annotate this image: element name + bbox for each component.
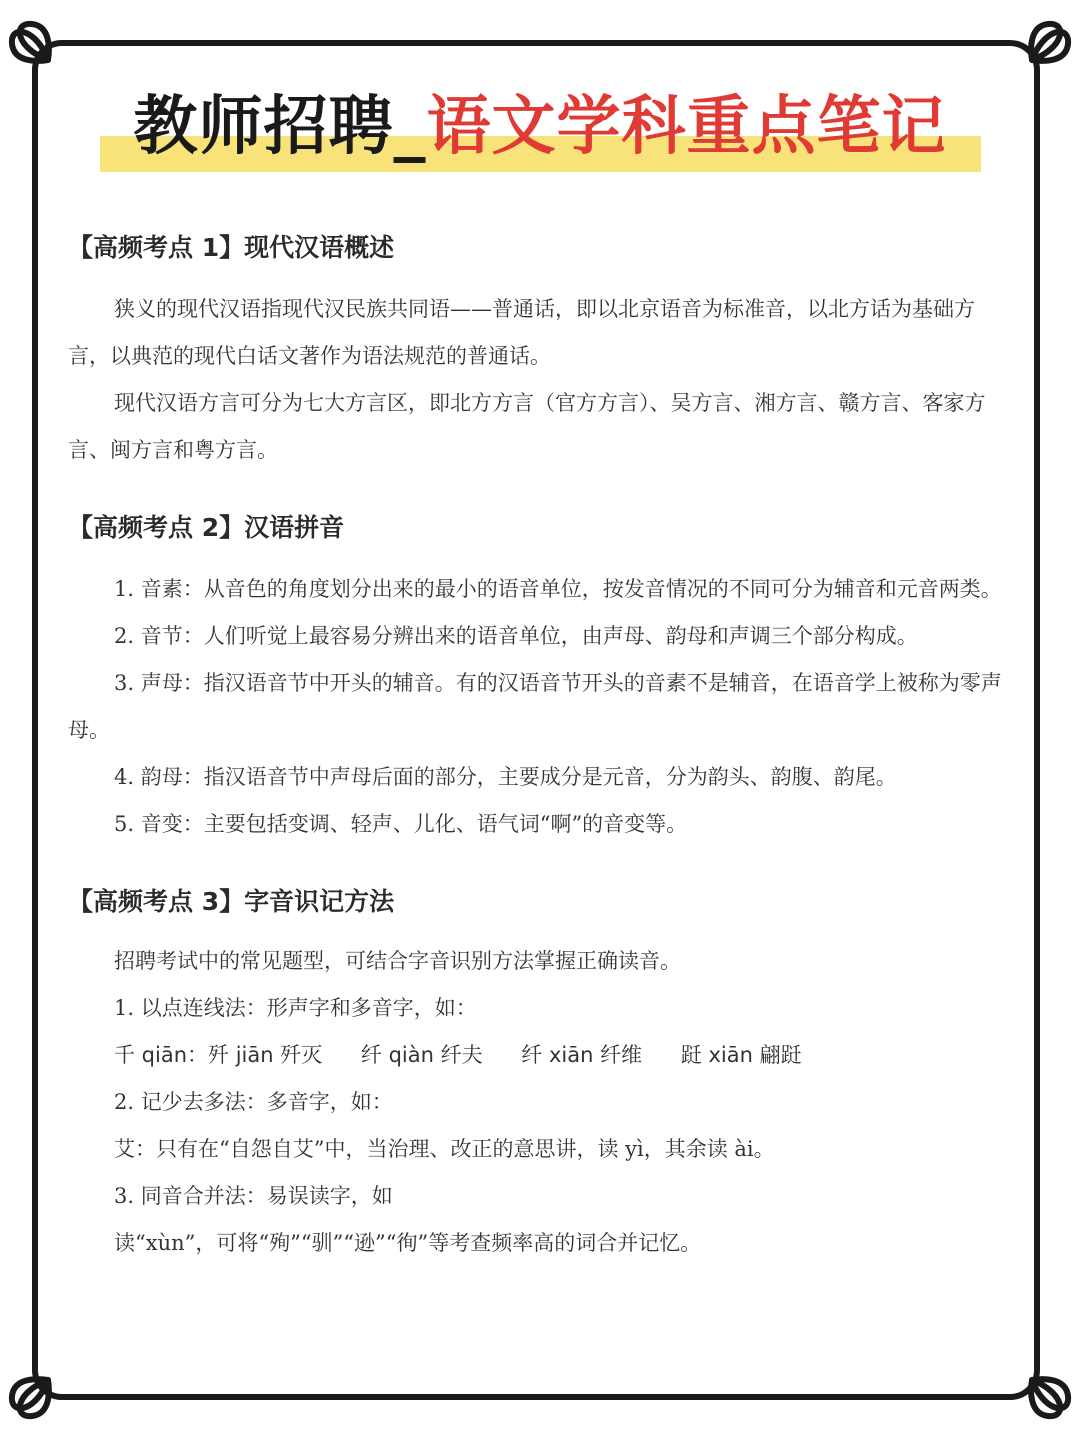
list-item: 3. 声母：指汉语音节中开头的辅音。有的汉语音节开头的音素不是辅音，在语音学上被称为零声母。 [68,671,1002,742]
method-title: 2. 记少去多法：多音字，如： [114,1090,393,1114]
pinyin-examples [68,1032,1008,1079]
corner-loop-ornament-icon [6,1338,90,1422]
method-example: 艾：只有在“自怨自艾”中，当治理、改正的意思讲，读 yì，其余读 ài。 [114,1137,775,1161]
method-title: 1. 以点连线法：形声字和多音字，如： [114,996,477,1020]
notes-content [68,228,1008,1267]
list-item: 4. 韵母：指汉语音节中声母后面的部分，主要成分是元音，分为韵头、韵腹、韵尾。 [114,765,897,789]
section-heading-1: 【高频考点 1】现代汉语概述 [68,233,395,262]
list-item: 2. 音节：人们听觉上最容易分辨出来的语音单位，由声母、韵母和声调三个部分构成。 [114,624,918,648]
pinyin-example: 纤 xiān 纤维 [521,1043,643,1067]
list-item: 1. 音素：从音色的角度划分出来的最小的语音单位，按发音情况的不同可分为辅音和元音两类。 [114,577,1002,601]
pinyin-example: 纤 qiàn 纤夫 [360,1043,483,1067]
paragraph: 招聘考试中的常见题型，可结合字音识别方法掌握正确读音。 [114,949,681,973]
title-banner [0,82,1080,172]
pinyin-example: 千 qiān：歼 jiān 歼灭 [114,1043,323,1067]
section-heading-2: 【高频考点 2】汉语拼音 [68,513,345,542]
list-item: 5. 音变：主要包括变调、轻声、儿化、语气词“啊”的音变等。 [114,812,688,836]
method-title: 3. 同音合并法：易误读字，如 [114,1184,393,1208]
title-part-2: 语文学科重点笔记 [426,90,947,164]
paragraph: 狭义的现代汉语指现代汉民族共同语——普通话，即以北京语音为标准音，以北方话为基础方言，以典范的现代白话文著作为语法规范的普通话。 [68,297,975,368]
pinyin-example: 跹 xiān 翩跹 [680,1043,802,1067]
page-title [118,82,963,172]
section-heading-3: 【高频考点 3】字音识记方法 [68,887,395,916]
paragraph: 现代汉语方言可分为七大方言区，即北方方言（官方方言）、吴方言、湘方言、赣方言、客家方言、闽方言和粤方言。 [68,391,986,462]
title-part-1: 教师招聘_ [133,90,427,164]
method-example: 读“xùn”，可将“殉”“驯”“逊”“徇”等考查频率高的词合并记忆。 [114,1231,702,1255]
corner-loop-ornament-icon [990,1338,1074,1422]
